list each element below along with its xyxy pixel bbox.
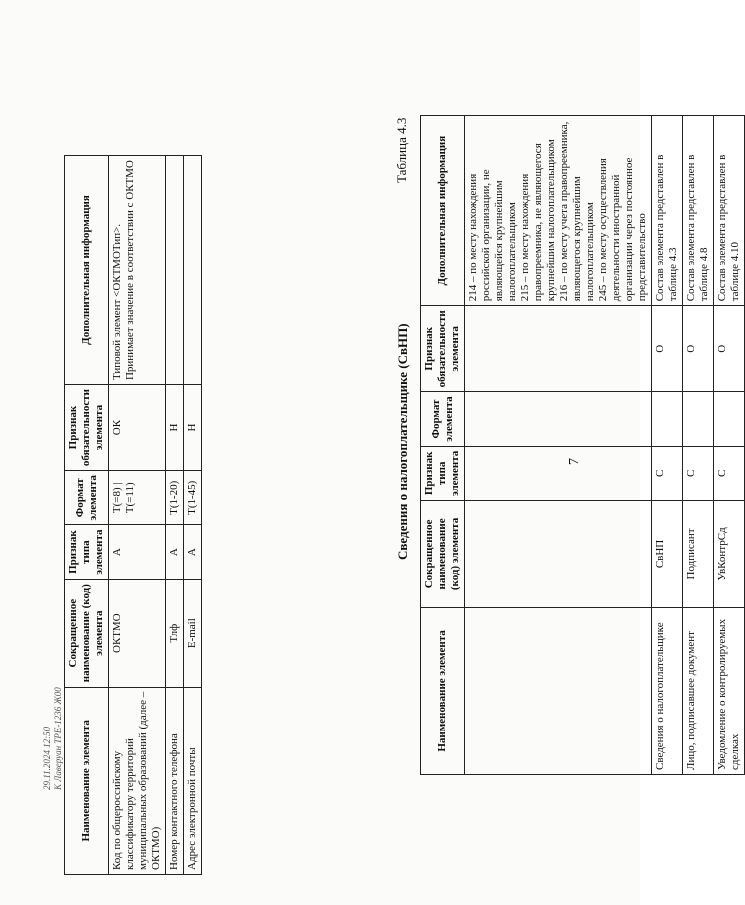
table-taxpayer-info (64, 155, 202, 875)
info-line: 216 – по месту учета правопреемника, являющегося крупнейшим налогоплательщиком (558, 121, 596, 302)
cell-name: Код по общероссийскому классификатору территорий муниципальных образований (далее – ОКТМО) (109, 687, 166, 874)
table-row (683, 116, 714, 775)
col-required-header: Признак обязательности элемента (65, 385, 109, 471)
stamp-line: К Лаверуан ТРЕ-1236 Ж00 (53, 687, 63, 790)
info-line: 245 – по месту осуществления деятельности иностранной организации через постоянное представительство (597, 157, 648, 302)
info-line: Принимает значение в соответствии с ОКТМО (124, 160, 136, 381)
footer-stamp (42, 687, 64, 790)
cell-code: E-mail (184, 579, 202, 687)
cell-code: Тлф (166, 579, 184, 687)
cell-type: С (714, 446, 745, 500)
table-row (714, 116, 745, 775)
cell-name: Номер контактного телефона (166, 687, 184, 874)
col-format-header: Формат элемента (65, 471, 109, 525)
cell-format (714, 392, 745, 446)
page-number: 7 (567, 458, 582, 465)
info-line: 214 – по месту нахождения российской организации, не являющейся крупнейшим налогоплательщиком (467, 169, 518, 302)
cell-name: Адрес электронной почты (184, 687, 202, 874)
table-elements-top (420, 115, 745, 775)
col-info-header: Дополнительная информация (421, 116, 465, 306)
cell-code (465, 501, 652, 608)
cell-type: С (683, 446, 714, 500)
cell-type: А (109, 525, 166, 579)
cell-info (465, 116, 652, 306)
table-row (166, 156, 184, 875)
col-type-header: Признак типа элемента (421, 446, 465, 500)
cell-required: О (683, 306, 714, 392)
cell-info (109, 156, 166, 385)
cell-code: СвНП (652, 501, 683, 608)
cell-format: T(1-20) (166, 471, 184, 525)
info-line: Типовой элемент <ОКТМОТип>. (111, 223, 123, 381)
cell-code: Подписант (683, 501, 714, 608)
table-row (465, 116, 652, 775)
cell-info (184, 156, 202, 385)
cell-info: Состав элемента представлен в таблице 4.8 (683, 116, 714, 306)
cell-format (683, 392, 714, 446)
cell-format (465, 392, 652, 446)
table-header-row (421, 116, 465, 775)
col-type-header: Признак типа элемента (65, 525, 109, 579)
stamp-line: 29.11.2024 12:50 (42, 726, 52, 790)
cell-required: Н (166, 385, 184, 471)
cell-info (166, 156, 184, 385)
table-row (652, 116, 683, 775)
cell-code: УвКонтрСд (714, 501, 745, 608)
cell-format: T(1-45) (184, 471, 202, 525)
col-name-header: Наименование элемента (421, 607, 465, 774)
col-info-header: Дополнительная информация (65, 156, 109, 385)
cell-format: T(=8) | T(=11) (109, 471, 166, 525)
cell-required: О (714, 306, 745, 392)
table-row (109, 156, 166, 875)
table-header-row (65, 156, 109, 875)
cell-type: С (652, 446, 683, 500)
section-title: Сведения о налогоплательщике (СвНП) (395, 323, 410, 560)
table-row (184, 156, 202, 875)
cell-required: О (652, 306, 683, 392)
col-code-header: Сокращенное наименование (код) элемента (65, 579, 109, 687)
col-required-header: Признак обязательности элемента (421, 306, 465, 392)
cell-type (465, 446, 652, 500)
col-format-header: Формат элемента (421, 392, 465, 446)
cell-format (652, 392, 683, 446)
cell-name: Лицо, подписавшее документ (683, 607, 714, 774)
cell-required: ОК (109, 385, 166, 471)
cell-name: Уведомление о контролируемых сделках (714, 607, 745, 774)
cell-name (465, 607, 652, 774)
col-code-header: Сокращенное наименование (код) элемента (421, 501, 465, 608)
cell-required (465, 306, 652, 392)
cell-required: Н (184, 385, 202, 471)
col-name-header: Наименование элемента (65, 687, 109, 874)
cell-info: Состав элемента представлен в таблице 4.3 (652, 116, 683, 306)
info-line: 215 – по месту нахождения правопреемника, не являющегося крупнейшим налогоплательщиком (519, 139, 557, 302)
cell-name: Сведения о налогоплательщике (652, 607, 683, 774)
cell-type: А (184, 525, 202, 579)
cell-info: Состав элемента представлен в таблице 4.10 (714, 116, 745, 306)
table-label: Таблица 4.3 (394, 117, 409, 183)
cell-code: ОКТМО (109, 579, 166, 687)
cell-type: А (166, 525, 184, 579)
